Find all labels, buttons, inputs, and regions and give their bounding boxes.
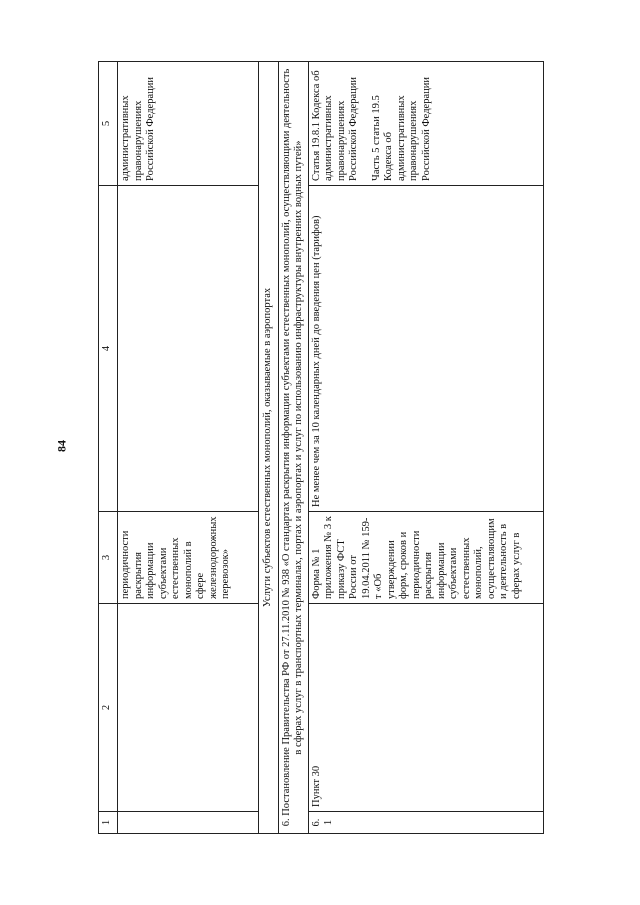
section-title: Услуги субъектов естественных монополий, оказываемые в аэропортах	[259, 62, 279, 834]
row-6-1-liability	[308, 62, 543, 186]
row-6-1-deadline: Не менее чем за 10 календарных дней до введения цен (тарифов)	[308, 186, 543, 512]
section-row	[259, 62, 279, 834]
subsection-row	[278, 62, 308, 834]
page-number: 84	[54, 440, 69, 452]
rotated-page-content	[98, 62, 578, 834]
continued-col3: периодичности раскрытия информации субъектами естественных монополий в сфере железнодорожных перевозок»	[118, 512, 259, 604]
continued-col1	[118, 812, 259, 834]
row-6-1-clause: Пункт 30	[308, 604, 543, 812]
continued-col4	[118, 186, 259, 512]
row-6-1-form: Форма № 1 приложения № 3 к приказу ФСТ России от 19.04.2011 № 159-т «Об утверждении форм, сроков и периодичности раскрытия информации субъектами естественных монополий, осуществляющими деятельность в сферах услуг в	[308, 512, 543, 604]
continued-col2	[118, 604, 259, 812]
table-row	[308, 62, 543, 834]
row-6-1-liability-a: Статья 19.8.1 Кодекса об административных правонарушениях Российской Федерации	[310, 70, 359, 181]
row-6-1-number: 6.1	[308, 812, 543, 834]
header-col1: 1	[99, 812, 118, 834]
header-col4: 4	[99, 186, 118, 512]
header-col3: 3	[99, 512, 118, 604]
header-col5: 5	[99, 62, 118, 186]
row-6-1-liability-b: Часть 5 статьи 19.5 Кодекса об административных правонарушениях Российской Федерации	[370, 77, 432, 181]
continued-col5: административных правонарушениях Российской Федерации	[118, 62, 259, 186]
subsection-title: 6. Постановление Правительства РФ от 27.11.2010 № 938 «О стандартах раскрытия информации субъектами естественных монополий, осуществляющими деятельность в сферах услуг в транспортных терминалах, портах и аэропортах и услуг по использованию инфраструктуры внутренних водных путей»	[278, 62, 308, 834]
header-col2: 2	[99, 604, 118, 812]
paragraph-gap	[361, 66, 371, 181]
header-row	[99, 62, 118, 834]
continued-row	[118, 62, 259, 834]
legal-table	[98, 61, 544, 834]
